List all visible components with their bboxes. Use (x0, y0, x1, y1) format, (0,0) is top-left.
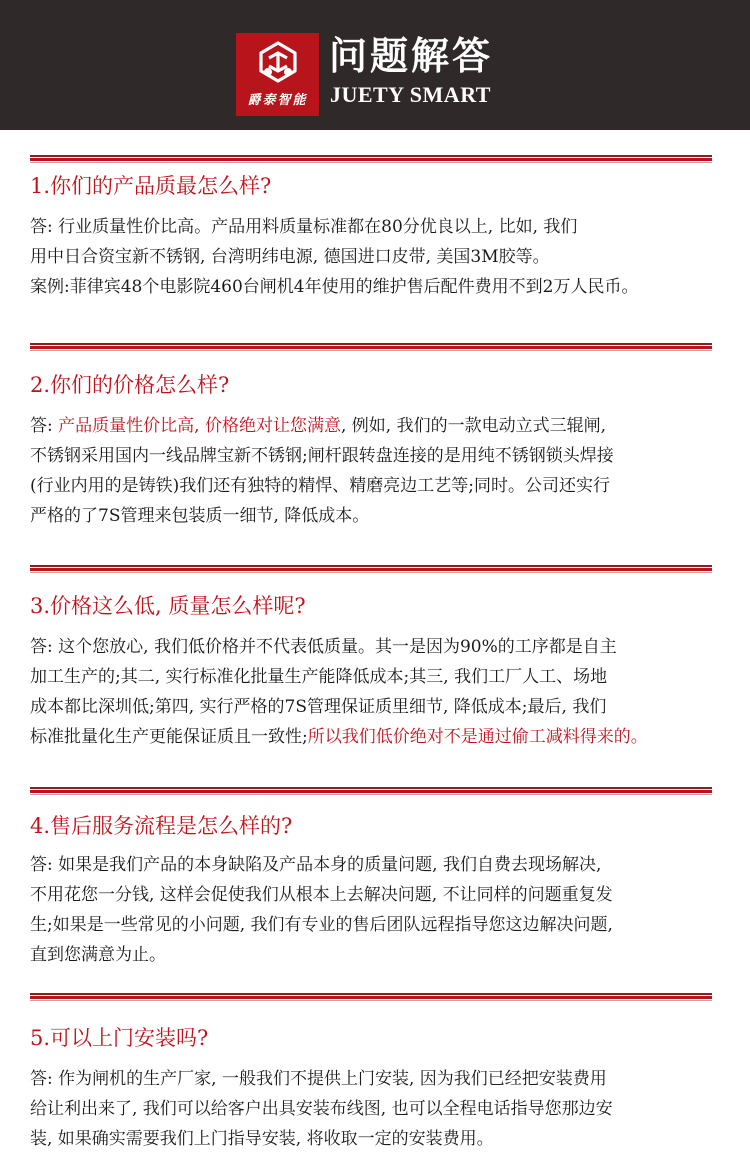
question-title: 1.你们的产品质最怎么样? (30, 174, 272, 198)
answer-line (30, 411, 730, 441)
page-title: 问题解答 (329, 34, 494, 78)
answer-segment: 给让利出来了, 我们可以给客户出具安装布线图, 也可以全程电话指导您那边安 (30, 1099, 613, 1119)
answer-segment: 答: 行业质量性价比高。产品用料质量标准都在80分优良以上, 比如, 我们 (30, 217, 578, 237)
question-title: 3.价格这么低, 质量怎么样呢? (30, 594, 306, 618)
answer-segment: 不锈钢采用国内一线品牌宝新不锈钢;闸杆跟转盘连接的是用纯不锈钢锁头焊接 (30, 446, 614, 466)
page-subtitle: JUETY SMART (330, 82, 491, 107)
question-title: 2.你们的价格怎么样? (30, 373, 230, 397)
answer-line (30, 242, 730, 272)
answer-text (30, 212, 730, 302)
jt-logo-icon (255, 39, 301, 85)
question-title: 4.售后服务流程是怎么样的? (30, 814, 293, 838)
answer-segment: 生;如果是一些常见的小问题, 我们有专业的售后团队远程指导您这边解决问题, (30, 915, 613, 935)
answer-segment: 成本都比深圳低;第四, 实行严格的7S管理保证质里细节, 降低成本;最后, 我们 (30, 697, 607, 717)
answer-segment: 加工生产的;其二, 实行标准化批量生产能降低成本;其三, 我们工厂人工、场地 (30, 667, 608, 687)
brand-logo-text: 爵泰智能 (247, 93, 308, 108)
answer-text (30, 1064, 730, 1154)
section-divider (30, 155, 712, 163)
answer-segment: 不用花您一分钱, 这样会促使我们从根本上去解决问题, 不让同样的问题重复发 (30, 885, 613, 905)
answer-text (30, 632, 730, 752)
answer-segment: 答: (30, 416, 59, 436)
section-divider (30, 343, 712, 351)
section-divider (30, 993, 712, 1001)
brand-logo (236, 33, 319, 116)
answer-segment: 答: 如果是我们产品的本身缺陷及产品本身的质量问题, 我们自费去现场解决, (30, 855, 602, 875)
answer-line (30, 940, 730, 970)
highlight-text: 产品质量性价比高, 价格绝对让您满意 (58, 416, 341, 436)
answer-text (30, 850, 730, 970)
answer-line (30, 850, 730, 880)
answer-segment: 直到您满意为止。 (30, 945, 166, 965)
answer-segment: 案例:菲律宾48个电影院460台闸机4年使用的维护售后配件费用不到2万人民币。 (30, 277, 639, 297)
answer-line (30, 662, 730, 692)
question-title: 5.可以上门安装吗? (30, 1026, 209, 1050)
answer-segment: 答: 作为闸机的生产厂家, 一般我们不提供上门安装, 因为我们已经把安装费用 (30, 1069, 607, 1089)
section-divider (30, 565, 712, 573)
answer-line (30, 692, 730, 722)
answer-segment: 用中日合资宝新不锈钢, 台湾明纬电源, 德国进口皮带, 美国3M胶等。 (30, 247, 550, 267)
answer-line (30, 441, 730, 471)
highlight-text: 所以我们低价绝对不是通过偷工减料得来的。 (307, 727, 648, 747)
answer-line (30, 212, 730, 242)
answer-line (30, 272, 730, 302)
answer-line (30, 1094, 730, 1124)
answer-text (30, 411, 730, 531)
answer-line (30, 722, 730, 752)
answer-segment: (行业内用的是铸铁)我们还有独特的精悍、精磨亮边工艺等;同时。公司还实行 (30, 476, 610, 496)
answer-segment: 标准批量化生产更能保证质且一致性; (30, 727, 308, 747)
answer-line (30, 632, 730, 662)
answer-line (30, 471, 730, 501)
answer-segment: 严格的了7S管理来包装质一细节, 降低成本。 (30, 506, 370, 526)
page-header (0, 0, 750, 130)
answer-line (30, 1124, 730, 1154)
section-divider (30, 787, 712, 795)
answer-line (30, 1064, 730, 1094)
answer-segment: , 例如, 我们的一款电动立式三辊闸, (340, 416, 606, 436)
answer-line (30, 501, 730, 531)
answer-segment: 装, 如果确实需要我们上门指导安装, 将收取一定的安装费用。 (30, 1129, 494, 1149)
answer-line (30, 910, 730, 940)
answer-segment: 答: 这个您放心, 我们低价格并不代表低质量。其一是因为90%的工序都是自主 (30, 637, 617, 657)
answer-line (30, 880, 730, 910)
